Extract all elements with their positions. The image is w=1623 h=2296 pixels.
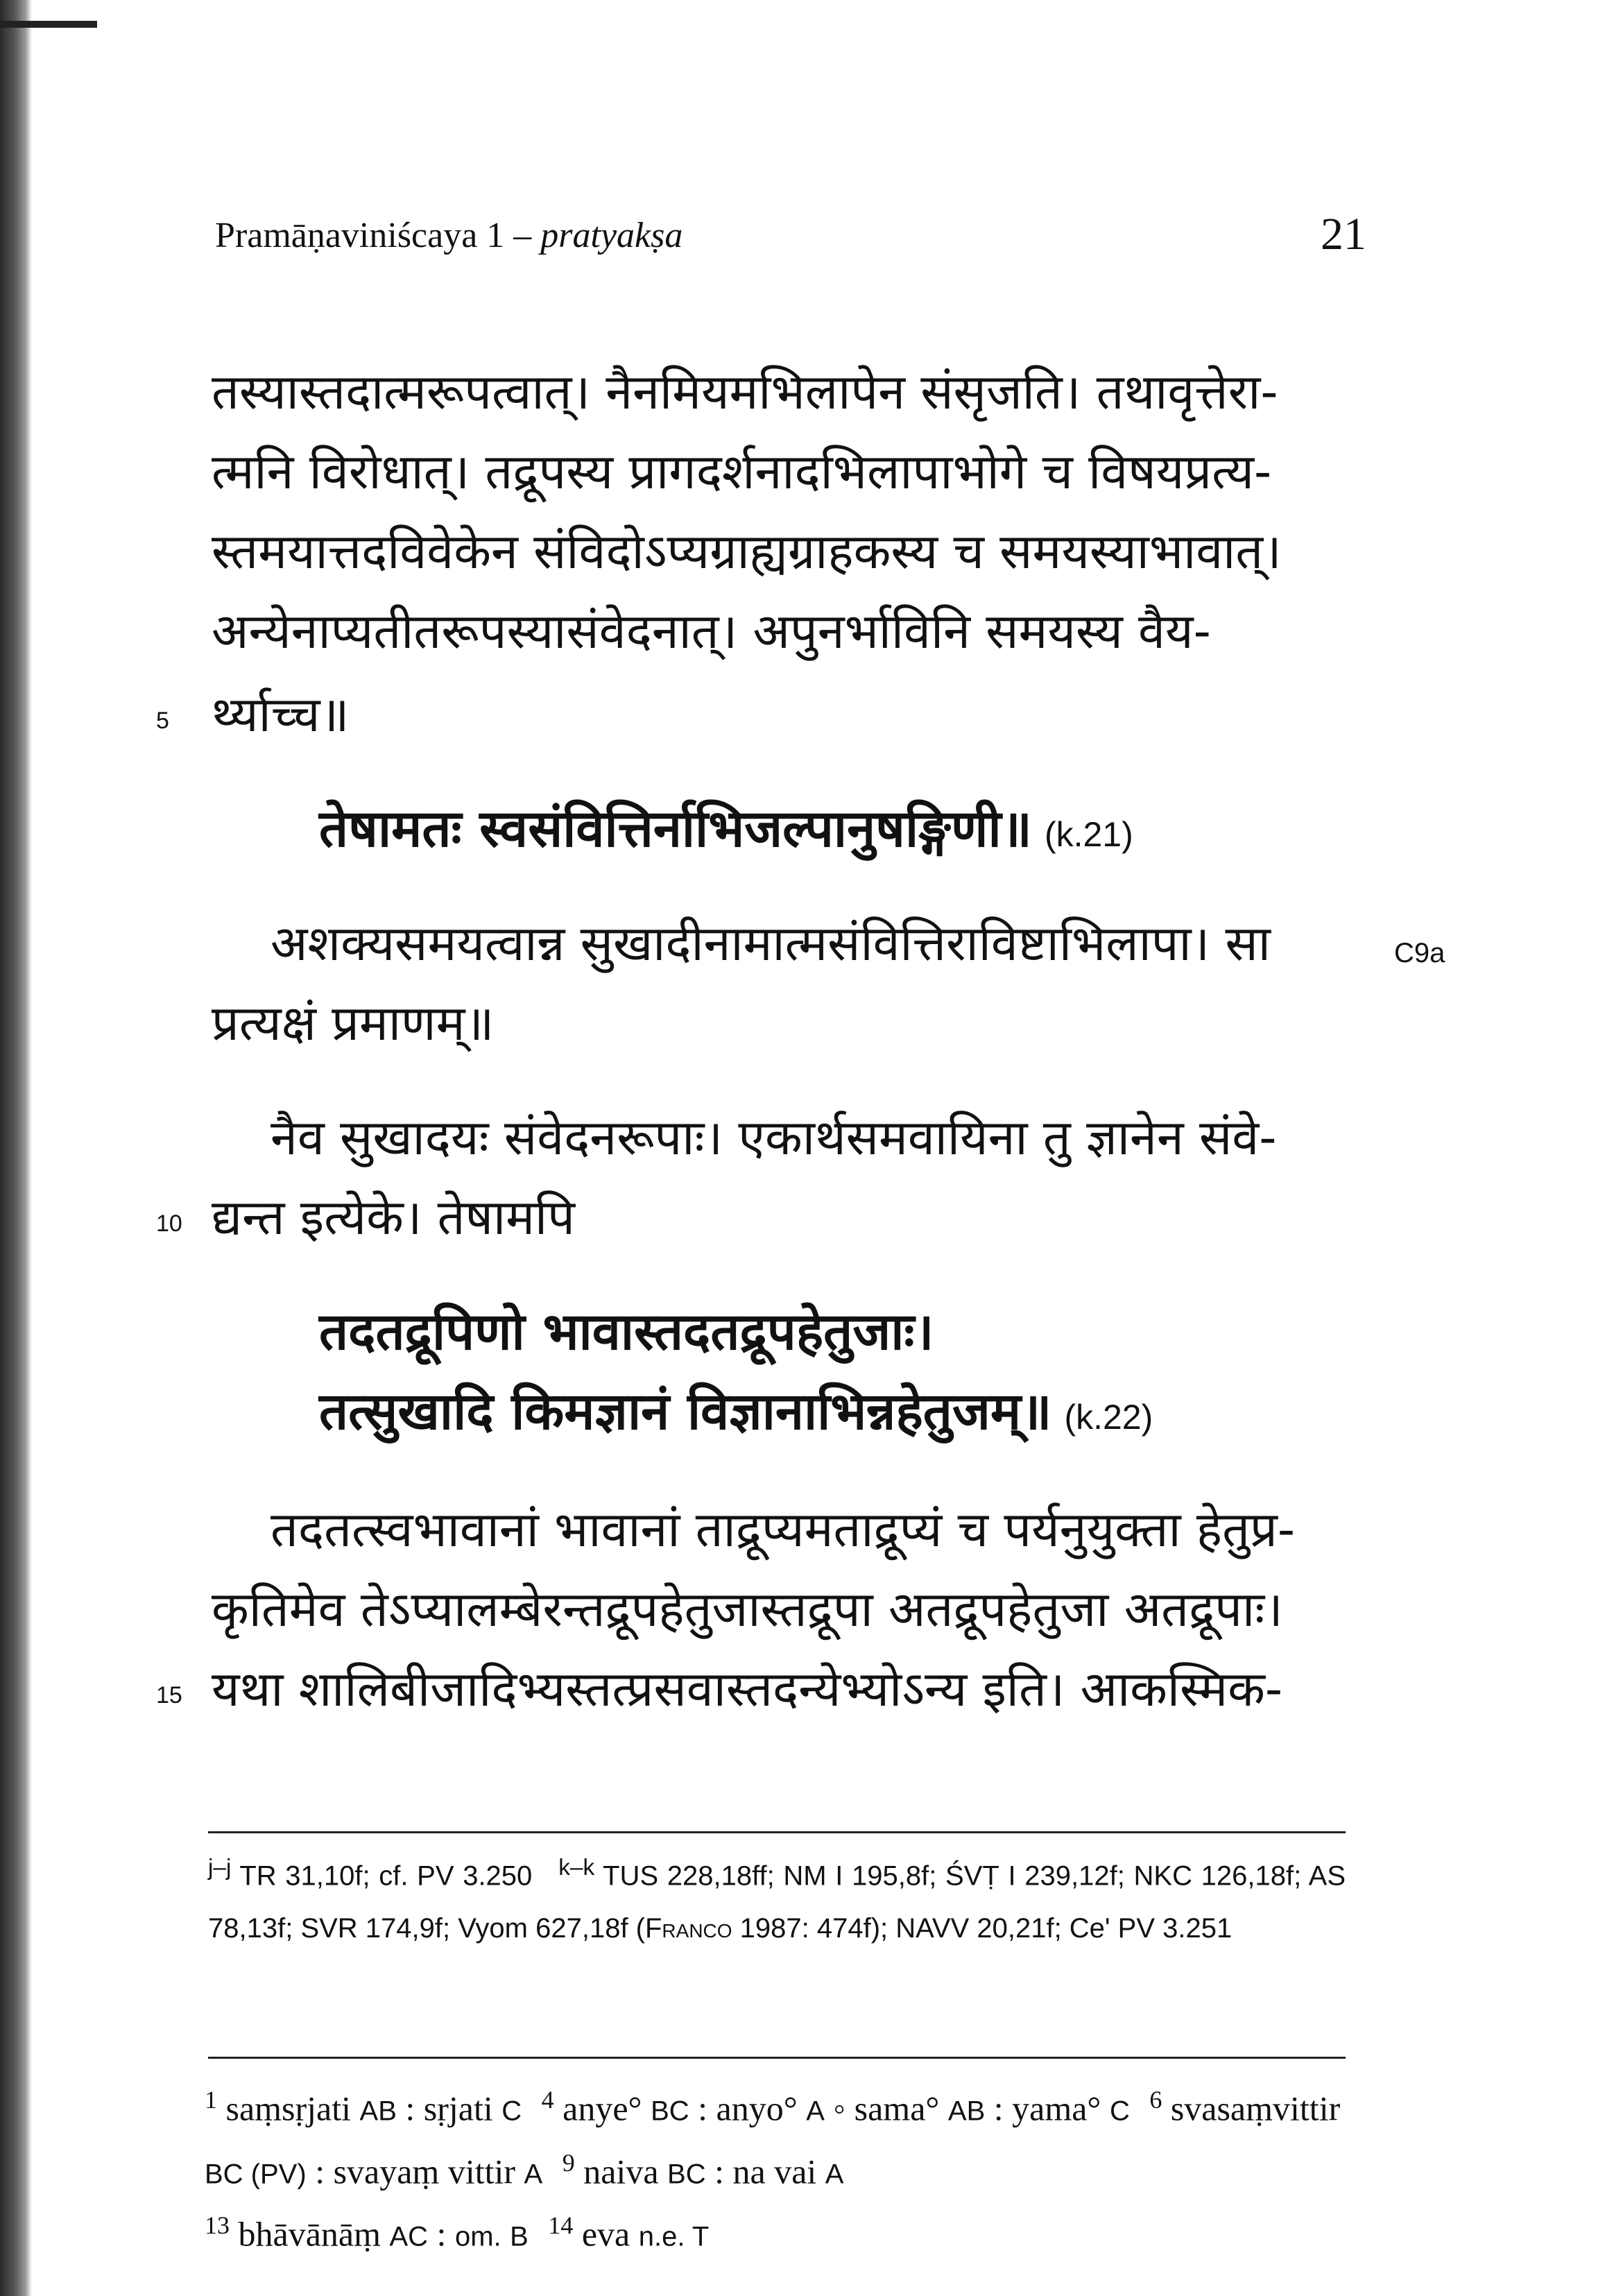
margin-folio-note: C9a [1394, 938, 1445, 968]
verse-k22-pada-1: तदतद्रूपिणो भावास्तदतद्रूपहेतुजाः। [319, 1302, 934, 1362]
verse-k21-text: तेषामतः स्वसंवित्तिर्नाभिजल्पानुषङ्गिणी॥ [319, 799, 1032, 859]
text-line-2: त्मनि विरोधात्। तद्रूपस्य प्रागदर्शनादभिलापाभोगे च विषयप्रत्य- [212, 443, 1272, 500]
critical-apparatus: $^1$ saṃsṛjati AB : sṛjati C $^4$ anye° BC : anyo° A ◦ sama° AB : yama° C $^6$ svasaṃvittir BC (PV) : svayaṃ vittir A $^9$ naiva BC : na vai A $^{13}$ bhāvānāṃ AC : om. B $^{14}$ eva n.e. T [205, 2086, 1341, 2254]
verse-k21 [319, 794, 1133, 869]
verse-k22-text: तत्सुखादि किमज्ञानं विज्ञानाभिन्नहेतुजम्॥ [319, 1382, 1052, 1441]
text-line-12: यथा शालिबीजादिभ्यस्तत्प्रसवास्तदन्येभ्योऽन्य इति। आकस्मिक- [212, 1661, 1283, 1717]
text-line-1: तस्यास्तदात्मरूपत्वात्। नैनमियमभिलापेन संसृजति। तथावृत्तेरा- [212, 363, 1278, 420]
footnote-rule-2 [208, 2057, 1346, 2059]
verse-ref-k21: (k.21) [1044, 815, 1133, 854]
footnote-rule-1 [208, 1831, 1346, 1833]
line-number-15: 15 [156, 1682, 182, 1708]
verse-ref-k22: (k.22) [1064, 1398, 1153, 1437]
verse-k22 [319, 1377, 1153, 1452]
page-header [215, 208, 1366, 271]
text-line-6: अशक्यसमयत्वान्न सुखादीनामात्मसंवित्तिराविष्टाभिलापा। सा [270, 915, 1271, 972]
text-line-8: नैव सुखादयः संवेदनरूपाः। एकार्थसमवायिना तु ज्ञानेन संवे- [270, 1109, 1277, 1166]
text-line-4: अन्येनाप्यतीतरूपस्यासंवेदनात्। अपुनर्भाविनि समयस्य वैय- [212, 603, 1211, 660]
running-title: Pramāṇaviniścaya 1 – pratyakṣa [215, 216, 683, 255]
text-line-10: तदतत्स्वभावानां भावानां ताद्रूप्यमताद्रूप्यं च पर्यनुयुक्ता हेतुप्र- [270, 1501, 1296, 1558]
book-spine-edge [0, 21, 97, 28]
text-line-9: द्यन्त इत्येके। तेषामपि [212, 1189, 575, 1246]
line-number-5: 5 [156, 708, 169, 734]
text-line-5: र्थ्याच्च॥ [212, 686, 350, 743]
text-line-3: स्तमयात्तदविवेकेन संविदोऽप्यग्राह्यग्राहकस्य च समयस्याभावात्। [212, 523, 1282, 580]
book-spine-shadow [0, 0, 32, 2296]
testimonia-apparatus: $^{j-j}$ TR 31,10f; cf. PV 3.250 $^{k-k}$ TUS 228,18ff; NM I 195,8f; ŚVṬ I 239,12f; NKC 126,18f; AS 78,13f; SVR 174,9f; Vyom 627,18f (Franco 1987: 474f); NAVV 20,21f; Ce' PV 3.251 [208, 1855, 1346, 1944]
text-line-11: कृतिमेव तेऽप्यालम्बेरन्तद्रूपहेतुजास्तद्रूपा अतद्रूपहेतुजा अतद्रूपाः। [212, 1581, 1283, 1638]
line-number-10: 10 [156, 1210, 182, 1237]
page-number: 21 [1321, 209, 1366, 259]
text-line-7: प्रत्यक्षं प्रमाणम्॥ [212, 995, 495, 1052]
